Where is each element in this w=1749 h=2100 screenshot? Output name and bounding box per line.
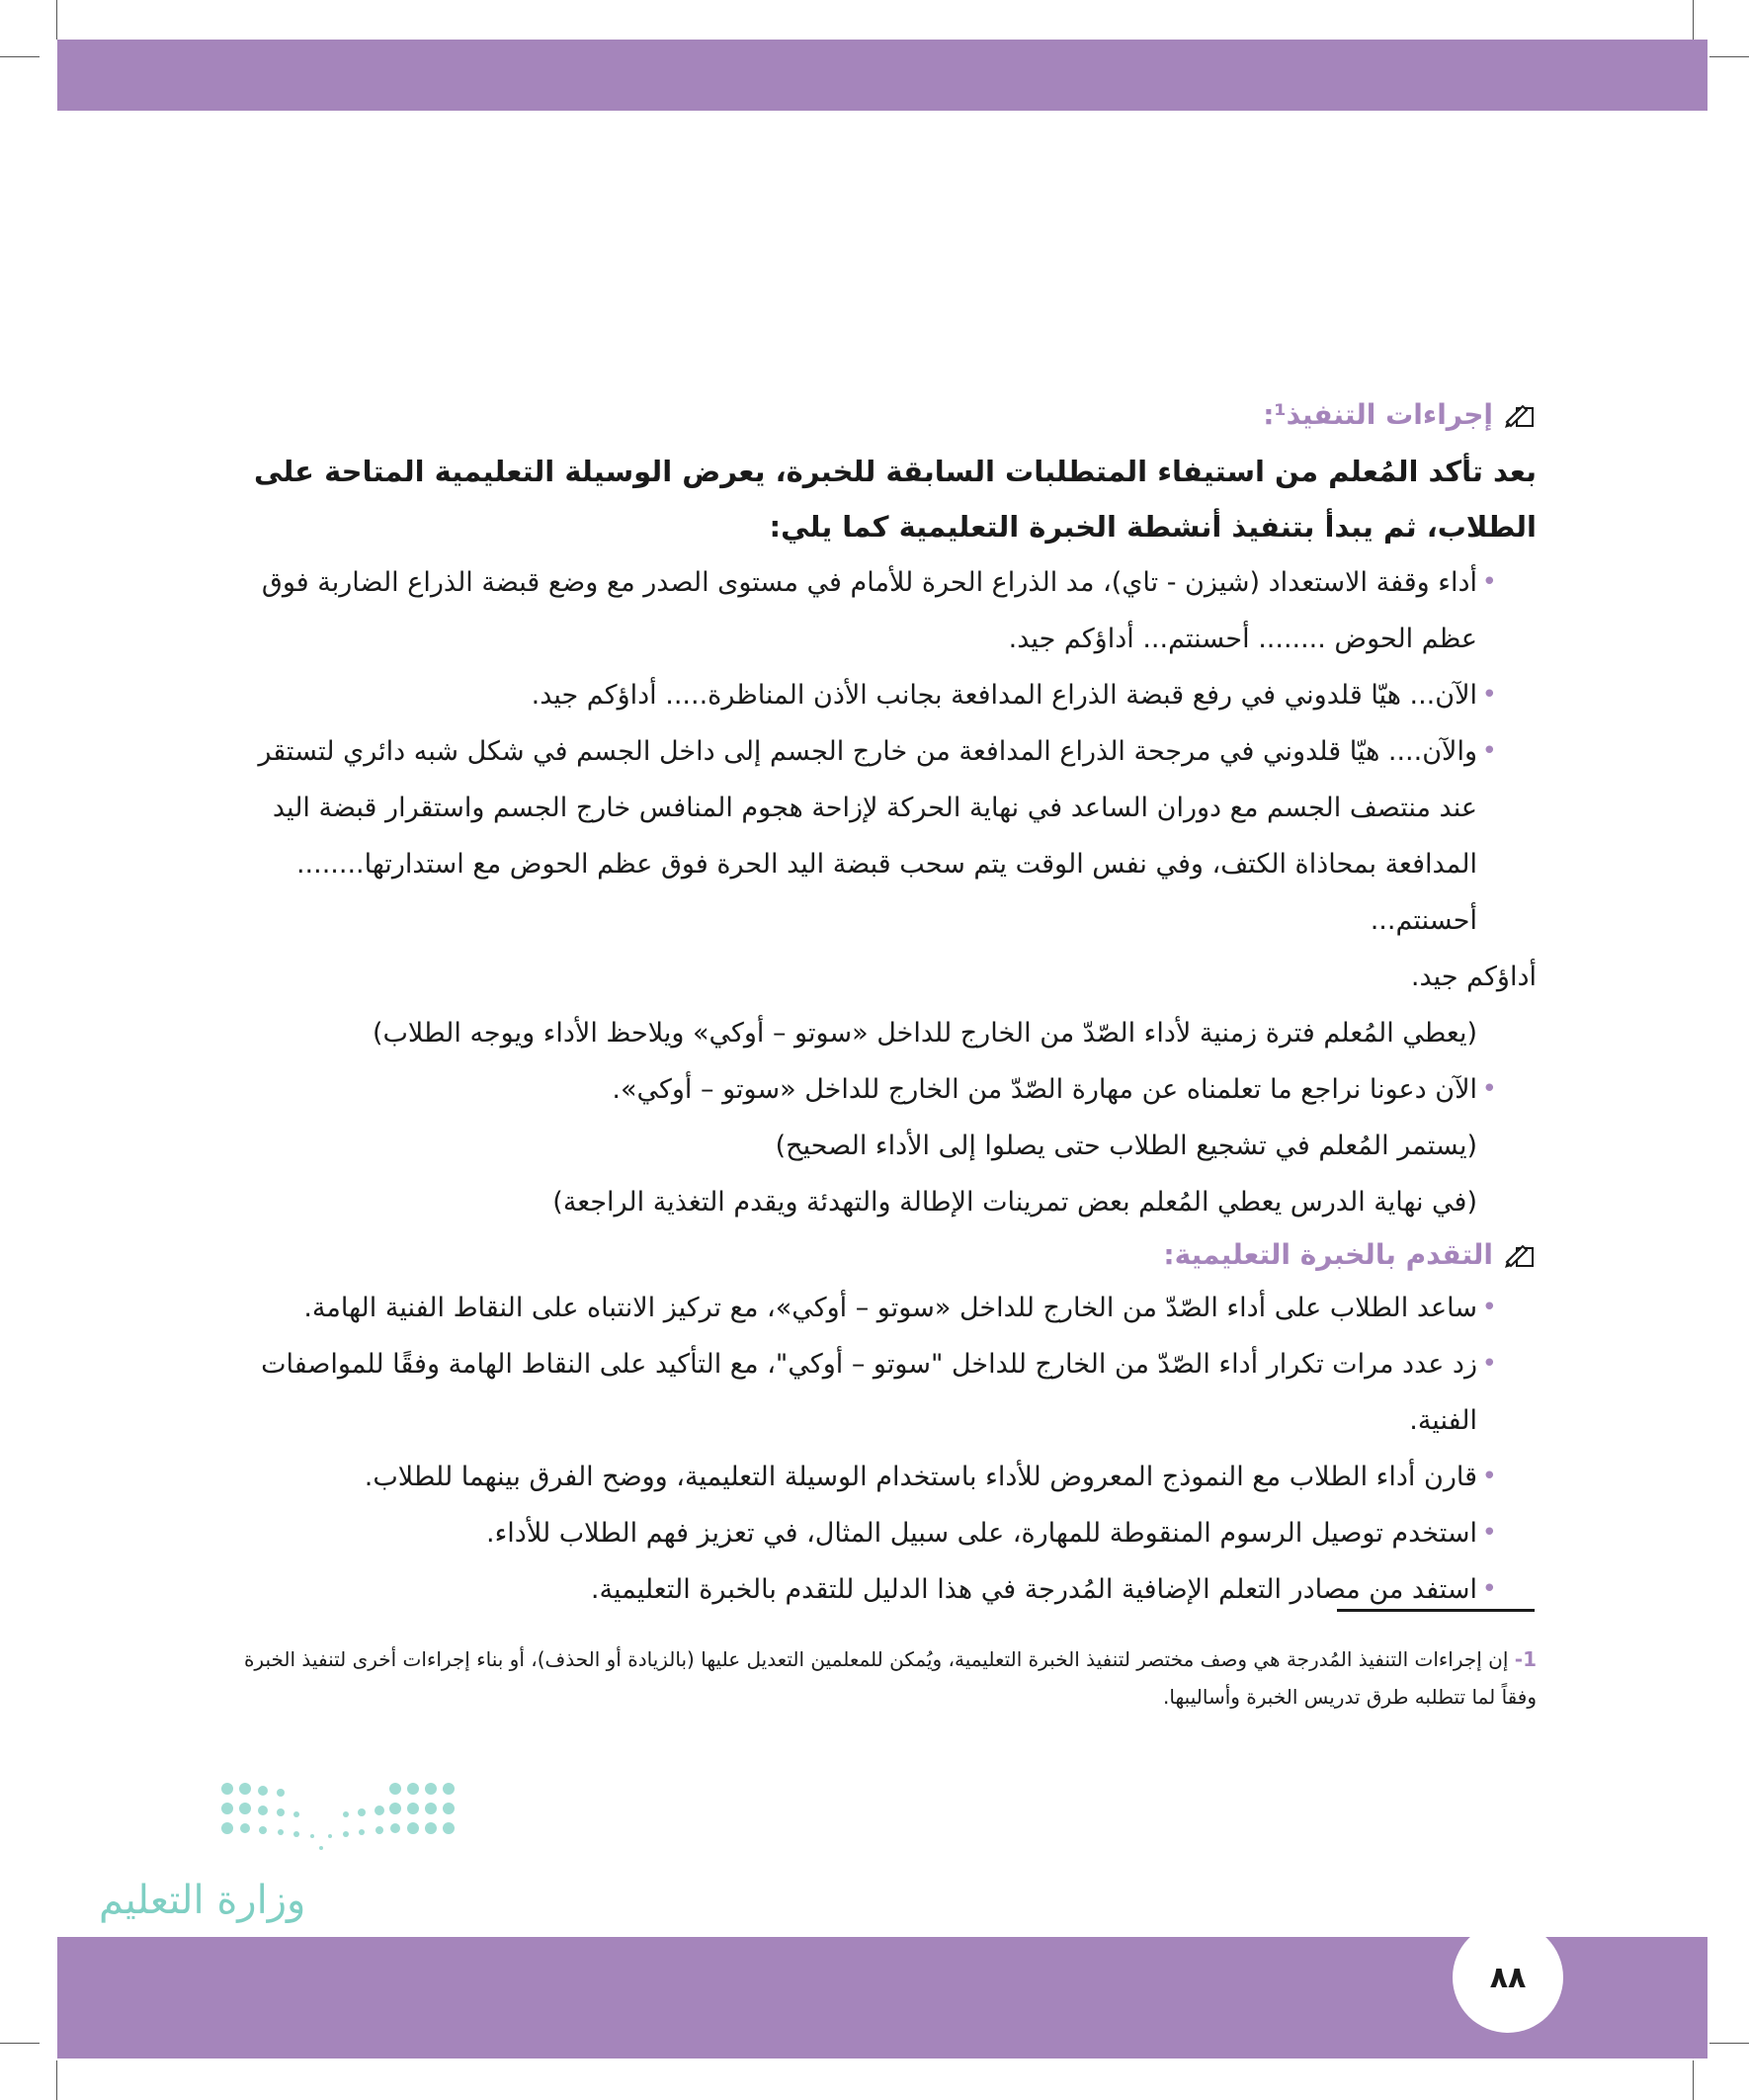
crop-mark — [0, 56, 40, 57]
procedures-list-2 — [212, 1061, 1537, 1118]
list-item: • ساعد الطلاب على أداء الصّدّ من الخارج للداخل «سوتو – أوكي»، مع تركيز الانتباه على النقاط الفنية الهامة. — [212, 1280, 1537, 1336]
footnote-divider — [1337, 1609, 1535, 1612]
list-item: • والآن.... هيّا قلدوني في مرجحة الذراع المدافعة من خارج الجسم إلى داخل الجسم في شكل شبه دائري لتستقر عند منتصف الجسم مع دوران الساعد في نهاية الحركة لإزاحة هجوم المنافس خارج الجسم واستقرار قبضة اليد المدافعة بمحاذاة الكتف، وفي نفس الوقت يتم سحب قبضة اليد الحرة فوق عظم الحوض مع استدارتها........ أحسنتم... — [212, 723, 1537, 949]
bullet3-tail: أداؤكم جيد. — [1410, 962, 1537, 992]
main-content — [212, 390, 1537, 1618]
procedures-list — [212, 554, 1537, 949]
footnote-number: 1- — [1514, 1647, 1537, 1671]
list-item: • الآن دعونا نراجع ما تعلمناه عن مهارة الصّدّ من الخارج للداخل «سوتو – أوكي». — [212, 1061, 1537, 1118]
footnote-text: إن إجراءات التنفيذ المُدرجة هي وصف مختصر لتنفيذ الخبرة التعليمية، ويُمكن للمعلمين التعديل عليها (بالزيادة أو الحذف)، أو بناء إجراءات أخرى لتنفيذ الخبرة وفقاً لما تتطلبه طرق تدريس الخبرة وأساليبها. — [243, 1647, 1537, 1709]
teacher-note: (في نهاية الدرس يعطي المُعلم بعض تمرينات الإطالة والتهدئة ويقدم التغذية الراجعة) — [552, 1187, 1477, 1218]
crop-mark — [1693, 0, 1694, 40]
crop-mark — [1709, 56, 1749, 57]
procedures-heading-text: إجراءات التنفيذ¹: — [1263, 398, 1493, 431]
crop-mark — [0, 2043, 40, 2044]
procedures-heading — [212, 390, 1537, 440]
header-band — [57, 40, 1707, 111]
list-item: • الآن... هيّا قلدوني في رفع قبضة الذراع المدافعة بجانب الأذن المناظرة..... أداؤكم جيد. — [212, 667, 1537, 723]
progress-list — [212, 1280, 1537, 1618]
footnote — [212, 1640, 1537, 1716]
crop-mark — [56, 2060, 57, 2100]
teacher-note: (يعطي المُعلم فترة زمنية لأداء الصّدّ من الخارج للداخل «سوتو – أوكي» ويلاحظ الأداء ويوجه الطلاب) — [372, 1018, 1477, 1049]
list-item: • قارن أداء الطلاب مع النموذج المعروض للأداء باستخدام الوسيلة التعليمية، ووضح الفرق بينهما للطلاب. — [212, 1449, 1537, 1505]
crop-mark — [1709, 2043, 1749, 2044]
ministry-logo-text: وزارة التعليم — [99, 1878, 306, 1923]
progress-heading-text: التقدم بالخبرة التعليمية: — [1163, 1238, 1493, 1271]
progress-heading — [212, 1230, 1537, 1280]
procedures-intro: بعد تأكد المُعلم من استيفاء المتطلبات السابقة للخبرة، يعرض الوسيلة التعليمية المتاحة على الطلاب، ثم يبدأ بتنفيذ أنشطة الخبرة التعليمية كما يلي: — [254, 455, 1537, 544]
crop-mark — [1693, 2060, 1694, 2100]
pen-paper-icon — [1503, 400, 1537, 430]
list-item: • زد عدد مرات تكرار أداء الصّدّ من الخارج للداخل "سوتو – أوكي"، مع التأكيد على النقاط الهامة وفقًا للمواصفات الفنية. — [212, 1336, 1537, 1449]
page-number: ٨٨ — [1453, 1922, 1563, 2033]
teacher-note: (يستمر المُعلم في تشجيع الطلاب حتى يصلوا إلى الأداء الصحيح) — [775, 1131, 1477, 1161]
list-item: • أداء وقفة الاستعداد (شيزن - تاي)، مد الذراع الحرة للأمام في مستوى الصدر مع وضع قبضة الذراع الضاربة فوق عظم الحوض ........ أحسنتم... أداؤكم جيد. — [212, 554, 1537, 667]
list-item: • استفد من مصادر التعلم الإضافية المُدرجة في هذا الدليل للتقدم بالخبرة التعليمية. — [212, 1561, 1537, 1618]
crop-mark — [56, 0, 57, 40]
list-item: • استخدم توصيل الرسوم المنقوطة للمهارة، على سبيل المثال، في تعزيز فهم الطلاب للأداء. — [212, 1505, 1537, 1561]
pen-paper-icon — [1503, 1240, 1537, 1270]
